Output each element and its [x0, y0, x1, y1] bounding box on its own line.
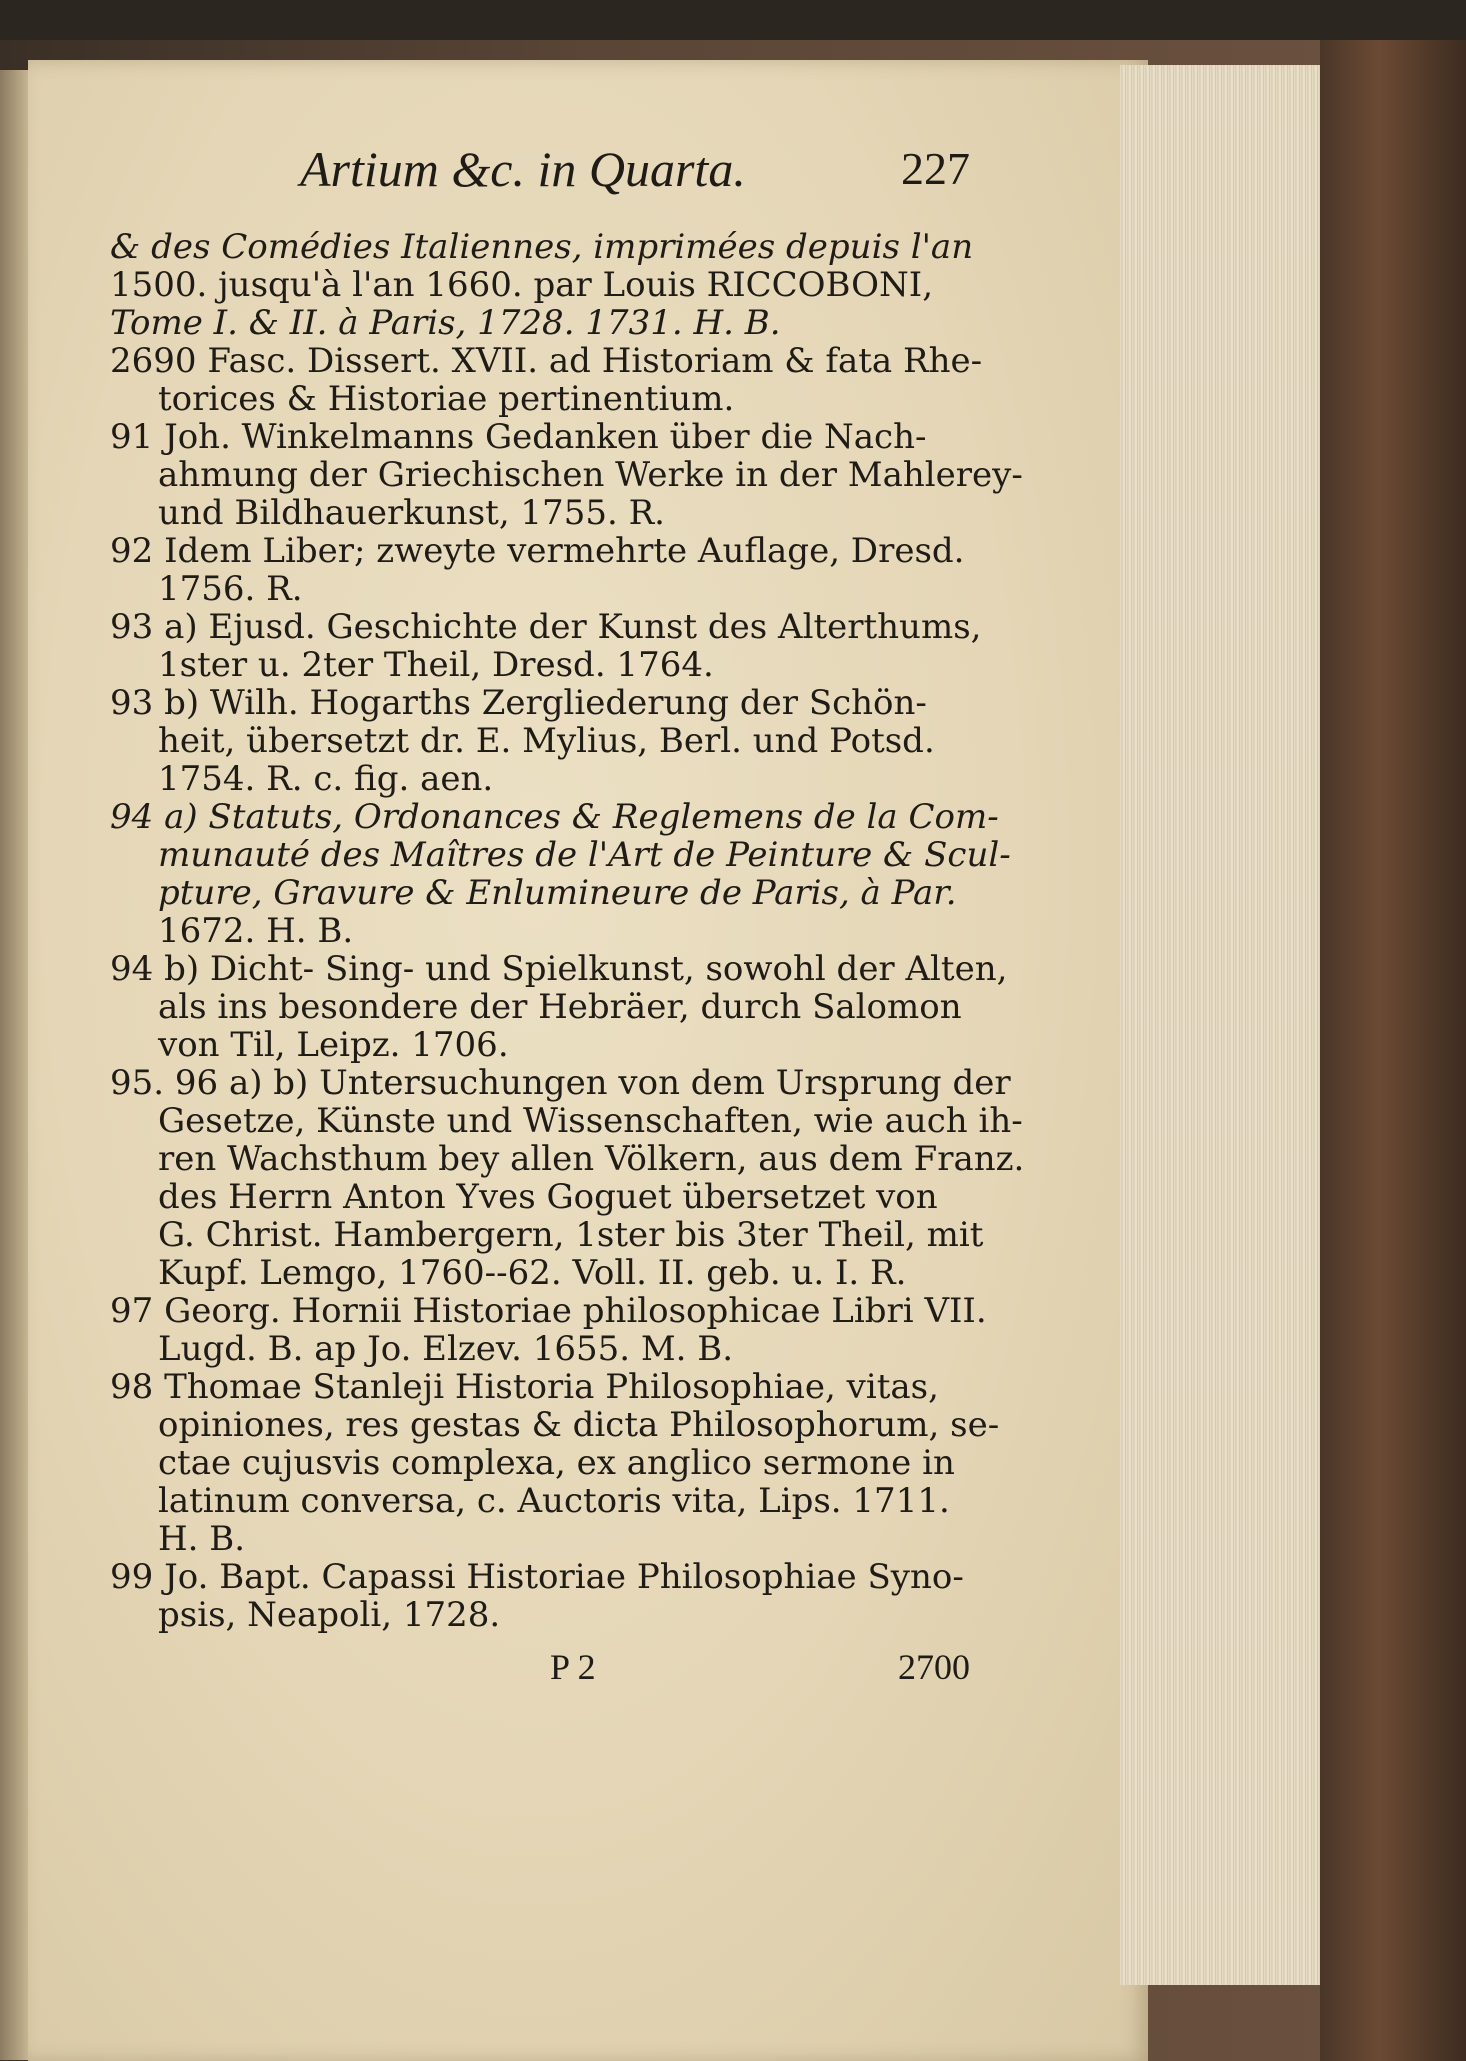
entry-line: 93 b) Wilh. Hogarths Zergliederung der Schön- [110, 683, 927, 723]
text-line: pture, Gravure & Enlumineure de Paris, à Par. [158, 873, 957, 913]
entry-line: 99 Jo. Bapt. Capassi Historiae Philosophiae Syno- [110, 1557, 964, 1597]
text-line: von Til, Leipz. 1706. [158, 1025, 509, 1065]
text-line: und Bildhauerkunst, 1755. R. [158, 493, 665, 533]
text-line: 1ster u. 2ter Theil, Dresd. 1764. [158, 645, 714, 685]
entry-line: 93 a) Ejusd. Geschichte der Kunst des Alterthums, [110, 607, 982, 647]
text-line: psis, Neapoli, 1728. [158, 1595, 501, 1635]
text-lines [110, 227, 1025, 1635]
text-line: opiniones, res gestas & dicta Philosophorum, se- [158, 1405, 1000, 1445]
entry-line: 98 Thomae Stanleji Historia Philosophiae, vitas, [110, 1367, 939, 1407]
text-line: ctae cujusvis complexa, ex anglico sermone in [158, 1443, 955, 1483]
text-line: Lugd. B. ap Jo. Elzev. 1655. M. B. [158, 1329, 734, 1369]
text-line: 1500. jusqu'à l'an 1660. par Louis RICCOBONI, [110, 265, 934, 305]
page-block-edges [1120, 65, 1323, 1985]
book-cover [1320, 40, 1466, 2061]
text-line: 1754. R. c. fig. aen. [158, 759, 494, 799]
page-text [110, 141, 1025, 1698]
text-line: ren Wachsthum bey allen Völkern, aus dem Franz. [158, 1139, 1025, 1179]
running-title: Artium &c. in Quarta. [300, 141, 746, 197]
entry-line: 94 a) Statuts, Ordonances & Reglemens de la Com- [110, 797, 999, 837]
running-header [110, 141, 970, 210]
entry-line: 91 Joh. Winkelmanns Gedanken über die Nach- [110, 417, 927, 457]
entry-line: 2690 Fasc. Dissert. XVII. ad Historiam & fata Rhe- [110, 341, 983, 381]
text-line: G. Christ. Hambergern, 1ster bis 3ter Theil, mit [158, 1215, 984, 1255]
page-number: 227 [901, 143, 970, 194]
text-line: latinum conversa, c. Auctoris vita, Lips. 1711. [158, 1481, 950, 1521]
text-line: torices & Historiae pertinentium. [158, 379, 735, 419]
entry-line: 94 b) Dicht- Sing- und Spielkunst, sowohl der Alten, [110, 949, 1008, 989]
text-line: des Herrn Anton Yves Goguet übersetzet von [158, 1177, 938, 1217]
page-footer [110, 1648, 970, 1698]
text-line: H. B. [158, 1519, 246, 1559]
text-line: als ins besondere der Hebräer, durch Salomon [158, 987, 962, 1027]
text-line: & des Comédies Italiennes, imprimées depuis l'an [110, 227, 974, 267]
text-line: Tome I. & II. à Paris, 1728. 1731. H. B. [110, 303, 781, 343]
entry-line: 97 Georg. Hornii Historiae philosophicae Libri VII. [110, 1291, 987, 1331]
text-line: Gesetze, Künste und Wissenschaften, wie auch ih- [158, 1101, 1023, 1141]
entry-line: 92 Idem Liber; zweyte vermehrte Auflage, Dresd. [110, 531, 965, 571]
text-line: Kupf. Lemgo, 1760--62. Voll. II. geb. u. I. R. [158, 1253, 907, 1293]
facing-page-edge [0, 70, 30, 2060]
text-line: heit, übersetzt dr. E. Mylius, Berl. und Potsd. [158, 721, 935, 761]
text-line: 1756. R. [158, 569, 303, 609]
text-line: ahmung der Griechischen Werke in der Mahlerey- [158, 455, 1023, 495]
entry-line: 95. 96 a) b) Untersuchungen von dem Ursprung der [110, 1063, 1011, 1103]
text-line: munauté des Maîtres de l'Art de Peinture & Scul- [158, 835, 1011, 875]
catchword: 2700 [898, 1647, 970, 1687]
signature-mark: P 2 [550, 1647, 596, 1687]
text-line: 1672. H. B. [158, 911, 354, 951]
